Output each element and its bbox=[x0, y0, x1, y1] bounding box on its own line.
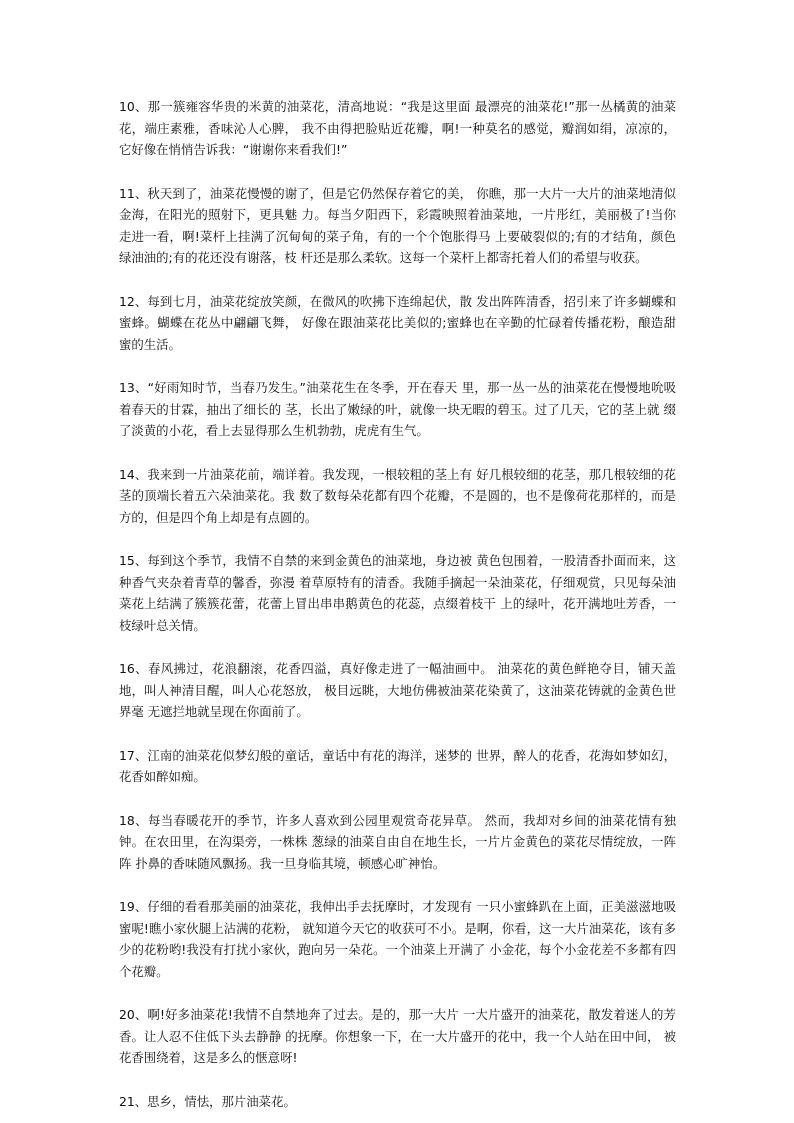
paragraph-21: 21、思乡，情怯，那片油菜花。 bbox=[119, 1093, 296, 1109]
paragraph-15: 15、每到这个季节，我情不自禁的来到金黄色的油菜地，身边被 黄色包围着，一股清香扑面而来，这种香气夹杂着青草的馨香，弥漫 着草原特有的清香。我随手摘起一朵油菜花，仔细观赏，只见每朵油 菜花上结满了簇簇花蕾，花蕾上冒出串串鹅黄色的花蕊，点缀着枝干 上的绿叶，花开满地吐芳香，一枝绿叶总关情。 bbox=[119, 553, 676, 633]
paragraph-12: 12、每到七月，油菜花绽放笑颜，在微风的吹拂下连绵起伏，散 发出阵阵清香，招引来了许多蝴蝶和蜜蜂。蝴蝶在花丛中翩翩飞舞， 好像在跟油菜花比美似的;蜜蜂也在辛勤的忙碌着传播花粉，酿造甜 蜜的生活。 bbox=[119, 293, 676, 352]
paragraph-13: 13、“好雨知时节，当春乃发生。”油菜花生在冬季，开在春天 里，那一丛一丛的油菜花在慢慢地吮吸着春天的甘霖，抽出了细长的 茎，长出了嫩绿的叶，就像一块无暇的碧玉。过了几天，它的茎上就 缀了淡黄的小花，看上去显得那么生机勃勃，虎虎有生气。 bbox=[119, 380, 676, 438]
paragraph-20: 20、啊!好多油菜花!我情不自禁地奔了过去。是的，那一大片 一大片盛开的油菜花，散发着迷人的芳香。让人忍不住低下头去静静 的抚摩。你想象一下，在一大片盛开的花中，我一个人站在田中间， 被花香围绕着，这是多么的惬意呀! bbox=[119, 1007, 676, 1065]
paragraph-18: 18、每当春暖花开的季节，许多人喜欢到公园里观赏奇花异草。 然而，我却对乡间的油菜花情有独钟。在农田里，在沟渠旁，一株株 葱绿的油菜自由自在地生长，一片片金黄色的菜花尽情绽放，一阵阵 扑鼻的香味随风飘扬。我一旦身临其境，顿感心旷神怡。 bbox=[119, 812, 676, 871]
paragraph-19: 19、仔细的看看那美丽的油菜花，我伸出手去抚摩时，才发现有 一只小蜜蜂趴在上面，正美滋滋地吸蜜呢!瞧小家伙腿上沾满的花粉， 就知道今天它的收获可不小。是啊，你看，这一大片油菜花，该有多 少的花粉哟!我没有打扰小家伙，跑向另一朵花。一个油菜上开满了 小金花，每个小金花差不多都有四个花瓣。 bbox=[119, 899, 676, 979]
paragraph-16: 16、春风拂过，花浪翻滚，花香四溢，真好像走进了一幅油画中。 油菜花的黄色鲜艳夺目，铺天盖地，叫人神清目醒，叫人心花怒放， 极目远眺，大地仿佛被油菜花染黄了，这油菜花铸就的金黄色世界毫 无遮拦地就呈现在你面前了。 bbox=[119, 661, 676, 719]
document-body bbox=[119, 96, 676, 1112]
paragraph-11: 11、秋天到了，油菜花慢慢的谢了，但是它仍然保存着它的美， 你瞧，那一大片一大片的油菜地清似金海，在阳光的照射下，更具魅 力。每当夕阳西下，彩霞映照着油菜地，一片彤红，美丽极了!当你 走进一看，啊!菜杆上挂满了沉甸甸的菜子角，有的一个个饱胀得马 上要破裂似的;有的才结角，颜色绿油油的;有的花还没有谢落，枝 杆还是那么柔软。这每一个菜杆上都寄托着人们的希望与收获。 bbox=[119, 185, 676, 265]
paragraph-10: 10、那一簇雍容华贵的米黄的油菜花，清高地说：“我是这里面 最漂亮的油菜花!”那一丛橘黄的油菜花，端庄素雅，香味沁人心脾， 我不由得把脸贴近花瓣，啊!一种莫名的感觉，瓣润如绢，凉凉的， 它好像在悄悄告诉我：“谢谢你来看我们!” bbox=[119, 99, 676, 157]
paragraph-17: 17、江南的油菜花似梦幻般的童话，童话中有花的海洋，迷梦的 世界，醉人的花香，花海如梦如幻，花香如醉如痴。 bbox=[119, 747, 676, 784]
paragraph-14: 14、我来到一片油菜花前，端详着。我发现，一根较粗的茎上有 好几根较细的花茎，那几根较细的花茎的顶端长着五六朵油菜花。我 数了数每朵花都有四个花瓣，不是圆的，也不是像荷花那样的，而是 方的，但是四个角上却是有点圆的。 bbox=[119, 466, 676, 525]
